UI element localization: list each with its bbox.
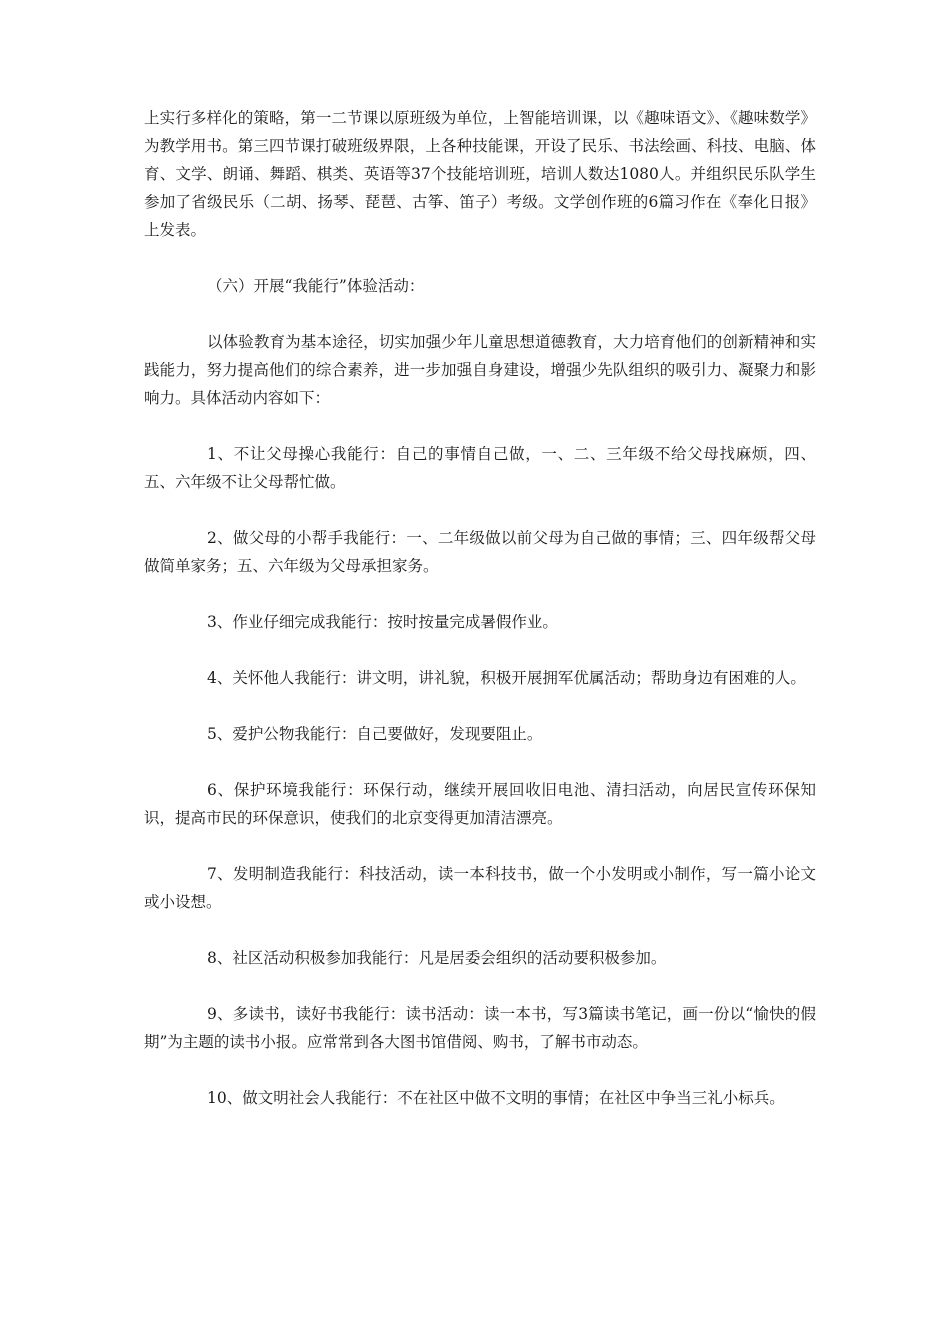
list-item: 7、发明制造我能行：科技活动，读一本科技书，做一个小发明或小制作，写一篇小论文或小设想。 [144,865,816,911]
list-item: 2、做父母的小帮手我能行：一、二年级做以前父母为自己做的事情；三、四年级帮父母做简单家务；五、六年级为父母承担家务。 [144,529,816,575]
document-page [144,104,816,1140]
list-item: 8、社区活动积极参加我能行：凡是居委会组织的活动要积极参加。 [207,949,667,967]
section-intro-paragraph: 以体验教育为基本途径，切实加强少年儿童思想道德教育，大力培育他们的创新精神和实践能力，努力提高他们的综合素养，进一步加强自身建设，增强少先队组织的吸引力、凝聚力和影响力。具体活动内容如下： [144,333,816,407]
list-item: 5、爱护公物我能行：自己要做好，发现要阻止。 [207,725,543,743]
list-item: 1、不让父母操心我能行：自己的事情自己做，一、二、三年级不给父母找麻烦，四、五、六年级不让父母帮忙做。 [144,445,816,491]
list-item: 6、保护环境我能行：环保行动，继续开展回收旧电池、清扫活动，向居民宣传环保知识，提高市民的环保意识，使我们的北京变得更加清洁漂亮。 [144,781,816,827]
intro-paragraph: 上实行多样化的策略，第一二节课以原班级为单位，上智能培训课，以《趣味语文》、《趣味数学》为教学用书。第三四节课打破班级界限，上各种技能课，开设了民乐、书法绘画、科技、电脑、体育、文学、朗诵、舞蹈、棋类、英语等37个技能培训班，培训人数达1080人。并组织民乐队学生参加了省级民乐（二胡、扬琴、琵琶、古筝、笛子）考级。文学创作班的6篇习作在《奉化日报》上发表。 [144,109,816,239]
list-item: 4、关怀他人我能行：讲文明，讲礼貌，积极开展拥军优属活动；帮助身边有困难的人。 [207,669,806,687]
section-heading: （六）开展“我能行”体验活动： [207,277,425,295]
list-item: 9、多读书，读好书我能行：读书活动：读一本书，写3篇读书笔记，画一份以“愉快的假期”为主题的读书小报。应常常到各大图书馆借阅、购书，了解书市动态。 [144,1005,816,1051]
list-item: 3、作业仔细完成我能行：按时按量完成暑假作业。 [207,613,558,631]
list-item: 10、做文明社会人我能行：不在社区中做不文明的事情；在社区中争当三礼小标兵。 [207,1089,785,1107]
